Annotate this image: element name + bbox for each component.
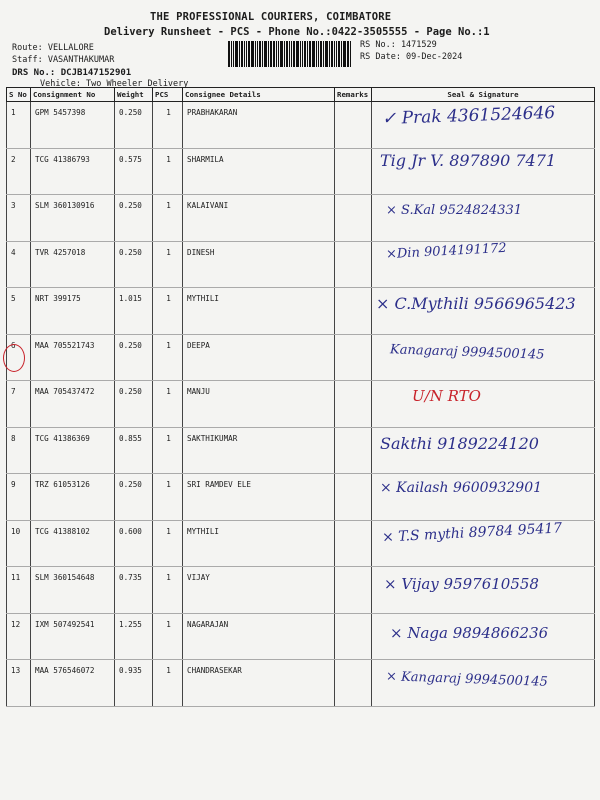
cell-consignment-no: GPM 5457398 (31, 102, 115, 149)
cell-pcs: 1 (153, 427, 183, 474)
staff-text: Staff: VASANTHAKUMAR (12, 55, 115, 65)
delivery-table (6, 87, 595, 707)
handwritten-signature: × S.Kal 9524824331 (386, 203, 523, 218)
runsheet-title: Delivery Runsheet - PCS - Phone No.:0422-3505555 - Page No.:1 (104, 26, 490, 38)
table-header-row (7, 88, 595, 102)
cell-pcs: 1 (153, 567, 183, 614)
cell-remarks (335, 288, 372, 335)
table-row (7, 660, 595, 707)
cell-consignee: NAGARAJAN (183, 613, 335, 660)
cell-weight: 1.015 (115, 288, 153, 335)
cell-remarks (335, 148, 372, 195)
handwritten-signature: × Vijay 9597610558 (384, 575, 539, 593)
cell-sno: 12 (7, 613, 31, 660)
cell-sno: 13 (7, 660, 31, 707)
cell-consignment-no: TCG 41386369 (31, 427, 115, 474)
cell-pcs: 1 (153, 102, 183, 149)
cell-weight: 0.935 (115, 660, 153, 707)
handwritten-signature: ✓ Prak 4361524646 (381, 102, 556, 130)
cell-weight: 0.600 (115, 520, 153, 567)
cell-consignee: SHARMILA (183, 148, 335, 195)
table-row (7, 148, 595, 195)
handwritten-signature: Sakthi 9189224120 (380, 433, 539, 453)
table-row (7, 102, 595, 149)
cell-consignee: DINESH (183, 241, 335, 288)
cell-consignment-no: SLM 360130916 (31, 195, 115, 242)
red-circle-mark (3, 344, 25, 372)
cell-pcs: 1 (153, 520, 183, 567)
cell-consignee: MYTHILI (183, 520, 335, 567)
cell-remarks (335, 381, 372, 428)
col-consignee: Consignee Details (183, 88, 335, 102)
cell-signature (372, 613, 595, 660)
cell-signature (372, 195, 595, 242)
rs-date: RS Date: 09-Dec-2024 (360, 52, 463, 62)
cell-sno: 3 (7, 195, 31, 242)
cell-weight: 0.735 (115, 567, 153, 614)
handwritten-signature: × Naga 9894866236 (390, 623, 549, 642)
cell-weight: 0.575 (115, 148, 153, 195)
table-row (7, 474, 595, 521)
cell-pcs: 1 (153, 195, 183, 242)
cell-consignment-no: NRT 399175 (31, 288, 115, 335)
cell-sno: 10 (7, 520, 31, 567)
cell-remarks (335, 195, 372, 242)
col-remarks: Remarks (335, 88, 372, 102)
barcode-image (228, 41, 353, 67)
cell-sno: 1 (7, 102, 31, 149)
cell-sno: 11 (7, 567, 31, 614)
cell-pcs: 1 (153, 288, 183, 335)
cell-consignee: MYTHILI (183, 288, 335, 335)
cell-pcs: 1 (153, 660, 183, 707)
handwritten-signature: × C.Mythili 9566965423 (376, 294, 576, 313)
company-title: THE PROFESSIONAL COURIERS, COIMBATORE (150, 11, 392, 23)
cell-pcs: 1 (153, 381, 183, 428)
table-row (7, 334, 595, 381)
table-row (7, 520, 595, 567)
col-seal-signature: Seal & Signature (372, 88, 595, 102)
cell-consignment-no: IXM 507492541 (31, 613, 115, 660)
col-consignment: Consignment No (31, 88, 115, 102)
col-sno: S No (7, 88, 31, 102)
cell-consignment-no: TCG 41386793 (31, 148, 115, 195)
cell-consignee: MANJU (183, 381, 335, 428)
cell-remarks (335, 334, 372, 381)
table-row (7, 567, 595, 614)
cell-sno: 2 (7, 148, 31, 195)
cell-signature (372, 427, 595, 474)
rs-number: RS No.: 1471529 (360, 40, 437, 50)
cell-remarks (335, 102, 372, 149)
cell-consignee: KALAIVANI (183, 195, 335, 242)
col-pcs: PCS (153, 88, 183, 102)
col-weight: Weight (115, 88, 153, 102)
handwritten-signature: × Kangaraj 9994500145 (385, 669, 548, 690)
cell-remarks (335, 241, 372, 288)
cell-consignee: SAKTHIKUMAR (183, 427, 335, 474)
cell-consignment-no: MAA 705521743 (31, 334, 115, 381)
cell-sno: 7 (7, 381, 31, 428)
cell-signature (372, 660, 595, 707)
cell-pcs: 1 (153, 474, 183, 521)
cell-weight: 1.255 (115, 613, 153, 660)
cell-consignment-no: MAA 576546072 (31, 660, 115, 707)
cell-weight: 0.250 (115, 241, 153, 288)
handwritten-signature: U/N RTO (412, 387, 481, 405)
cell-consignee: PRABHAKARAN (183, 102, 335, 149)
table-row (7, 427, 595, 474)
cell-sno: 9 (7, 474, 31, 521)
cell-consignment-no: TCG 41388102 (31, 520, 115, 567)
cell-pcs: 1 (153, 334, 183, 381)
handwritten-signature: ×Din 9014191172 (385, 240, 508, 262)
vehicle-text: Vehicle: Two Wheeler Delivery (40, 79, 189, 89)
cell-pcs: 1 (153, 241, 183, 288)
cell-consignment-no: SLM 360154648 (31, 567, 115, 614)
table-row (7, 195, 595, 242)
cell-sno: 4 (7, 241, 31, 288)
cell-weight: 0.250 (115, 381, 153, 428)
cell-consignment-no: MAA 705437472 (31, 381, 115, 428)
cell-signature (372, 474, 595, 521)
cell-weight: 0.250 (115, 102, 153, 149)
handwritten-signature: × T.S mythi 89784 95417 (381, 519, 563, 546)
table-row (7, 381, 595, 428)
cell-consignee: DEEPA (183, 334, 335, 381)
handwritten-signature: Tig Jr V. 897890 7471 (380, 150, 557, 170)
cell-consignee: CHANDRASEKAR (183, 660, 335, 707)
cell-signature (372, 567, 595, 614)
route-text: Route: VELLALORE (12, 43, 94, 53)
cell-remarks (335, 520, 372, 567)
cell-remarks (335, 613, 372, 660)
cell-consignment-no: TRZ 61053126 (31, 474, 115, 521)
cell-pcs: 1 (153, 148, 183, 195)
cell-sno: 8 (7, 427, 31, 474)
cell-signature (372, 520, 595, 567)
cell-remarks (335, 427, 372, 474)
cell-consignee: VIJAY (183, 567, 335, 614)
table-row (7, 613, 595, 660)
cell-signature (372, 148, 595, 195)
cell-weight: 0.250 (115, 334, 153, 381)
cell-signature (372, 288, 595, 335)
drs-number: DRS No.: DCJB147152901 (12, 68, 132, 78)
cell-remarks (335, 474, 372, 521)
table-row (7, 241, 595, 288)
cell-signature (372, 381, 595, 428)
cell-weight: 0.250 (115, 195, 153, 242)
cell-signature (372, 334, 595, 381)
cell-remarks (335, 660, 372, 707)
cell-remarks (335, 567, 372, 614)
handwritten-signature: Kanagaraj 9994500145 (389, 341, 545, 363)
cell-sno: 5 (7, 288, 31, 335)
table-row (7, 288, 595, 335)
cell-pcs: 1 (153, 613, 183, 660)
handwritten-signature: × Kailash 9600932901 (380, 480, 543, 496)
cell-consignment-no: TVR 4257018 (31, 241, 115, 288)
cell-signature (372, 241, 595, 288)
cell-sno: 6 (7, 334, 31, 381)
cell-consignee: SRI RAMDEV ELE (183, 474, 335, 521)
cell-signature (372, 102, 595, 149)
cell-weight: 0.855 (115, 427, 153, 474)
cell-weight: 0.250 (115, 474, 153, 521)
